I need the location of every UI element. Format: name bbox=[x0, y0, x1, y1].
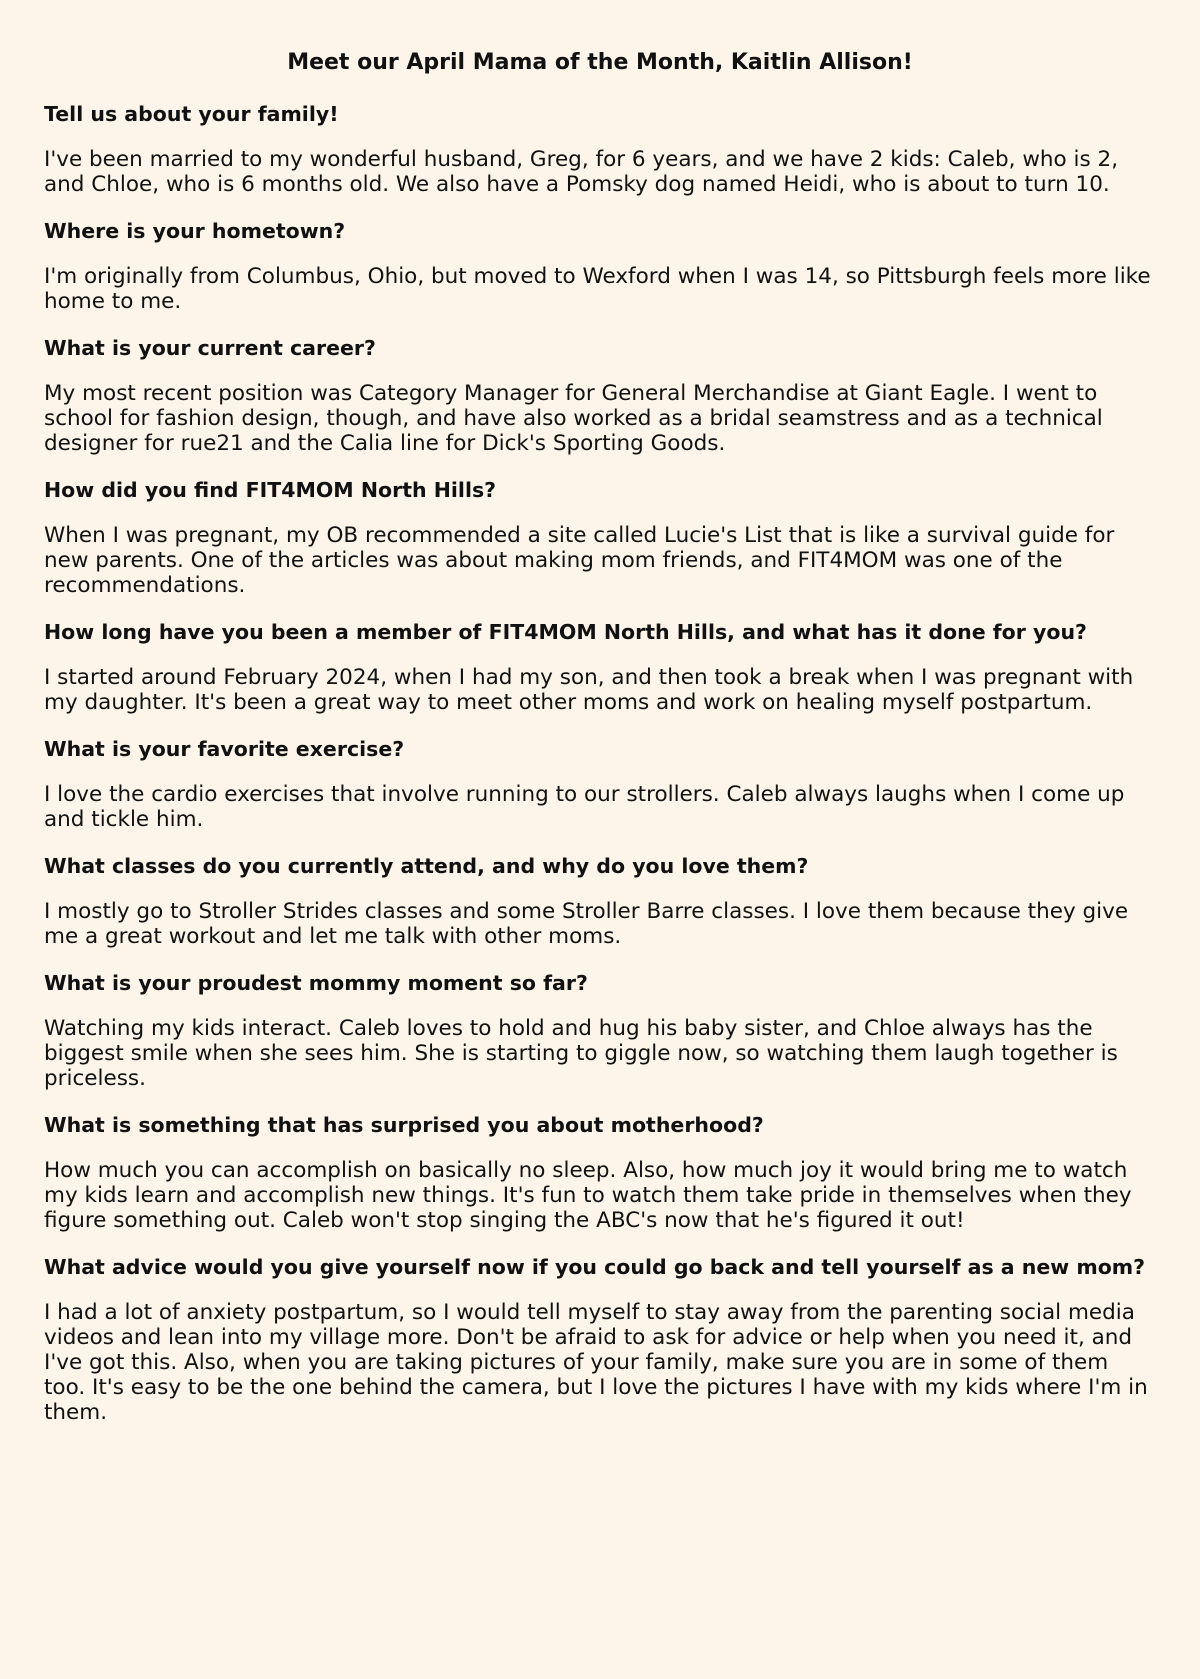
answer-text: I'm originally from Columbus, Ohio, but moved to Wexford when I was 14, so Pittsburgh feels more like home to me. bbox=[44, 264, 1151, 314]
qa-item-advice bbox=[44, 1255, 1156, 1425]
qa-item-membership bbox=[44, 620, 1156, 715]
qa-item-surprise bbox=[44, 1113, 1156, 1233]
answer-text: I had a lot of anxiety postpartum, so I would tell myself to stay away from the parenting social media videos and lean into my village more. Don't be afraid to ask for advice or help when you need it, and I've got this. Also, when you are taking pictures of your family, make sure you are in some of them too. It's easy to be the one behind the camera, but I love the pictures I have with my kids where I'm in them. bbox=[44, 1300, 1148, 1425]
question-heading: What is your favorite exercise? bbox=[44, 737, 405, 761]
answer-text: I started around February 2024, when I had my son, and then took a break when I was pregnant with my daughter. It's been a great way to meet other moms and work on healing myself postpartum. bbox=[44, 665, 1134, 715]
qa-item-career bbox=[44, 336, 1156, 456]
question-heading: How did you find FIT4MOM North Hills? bbox=[44, 478, 497, 502]
question-heading: What advice would you give yourself now if you could go back and tell yourself as a new mom? bbox=[44, 1255, 1146, 1279]
question-heading: How long have you been a member of FIT4MOM North Hills, and what has it done for you? bbox=[44, 620, 1087, 644]
page-title: Meet our April Mama of the Month, Kaitlin Allison! bbox=[287, 50, 913, 75]
answer-text: I mostly go to Stroller Strides classes and some Stroller Barre classes. I love them because they give me a great workout and let me talk with other moms. bbox=[44, 899, 1129, 949]
answer-text: I've been married to my wonderful husband, Greg, for 6 years, and we have 2 kids: Caleb, who is 2, and Chloe, who is 6 months old. We also have a Pomsky dog named Heidi, who is about to turn 10. bbox=[44, 147, 1119, 197]
question-heading: What is your proudest mommy moment so far? bbox=[44, 971, 588, 995]
answer-text: How much you can accomplish on basically no sleep. Also, how much joy it would bring me to watch my kids learn and accomplish new things. It's fun to watch them take pride in themselves when they figure something out. Caleb won't stop singing the ABC's now that he's figured it out! bbox=[44, 1158, 1132, 1233]
qa-item-proudest-moment bbox=[44, 971, 1156, 1091]
qa-item-favorite-exercise bbox=[44, 737, 1156, 832]
answer-text: My most recent position was Category Manager for General Merchandise at Giant Eagle. I went to school for fashion design, though, and have also worked as a bridal seamstress and as a technical designer for rue21 and the Calia line for Dick's Sporting Goods. bbox=[44, 381, 1103, 456]
question-heading: Tell us about your family! bbox=[44, 102, 339, 126]
qa-item-classes bbox=[44, 854, 1156, 949]
qa-item-found-fit4mom bbox=[44, 478, 1156, 598]
question-heading: What is something that has surprised you about motherhood? bbox=[44, 1113, 764, 1137]
answer-text: When I was pregnant, my OB recommended a site called Lucie's List that is like a survival guide for new parents. One of the articles was about making mom friends, and FIT4MOM was one of the recommendations. bbox=[44, 523, 1115, 598]
answer-text: Watching my kids interact. Caleb loves to hold and hug his baby sister, and Chloe always has the biggest smile when she sees him. She is starting to giggle now, so watching them laugh together is priceless. bbox=[44, 1016, 1118, 1091]
answer-text: I love the cardio exercises that involve running to our strollers. Caleb always laughs when I come up and tickle him. bbox=[44, 782, 1125, 832]
question-heading: Where is your hometown? bbox=[44, 219, 346, 243]
qa-item-family bbox=[44, 102, 1156, 197]
question-heading: What classes do you currently attend, and why do you love them? bbox=[44, 854, 809, 878]
question-heading: What is your current career? bbox=[44, 336, 376, 360]
qa-item-hometown bbox=[44, 219, 1156, 314]
